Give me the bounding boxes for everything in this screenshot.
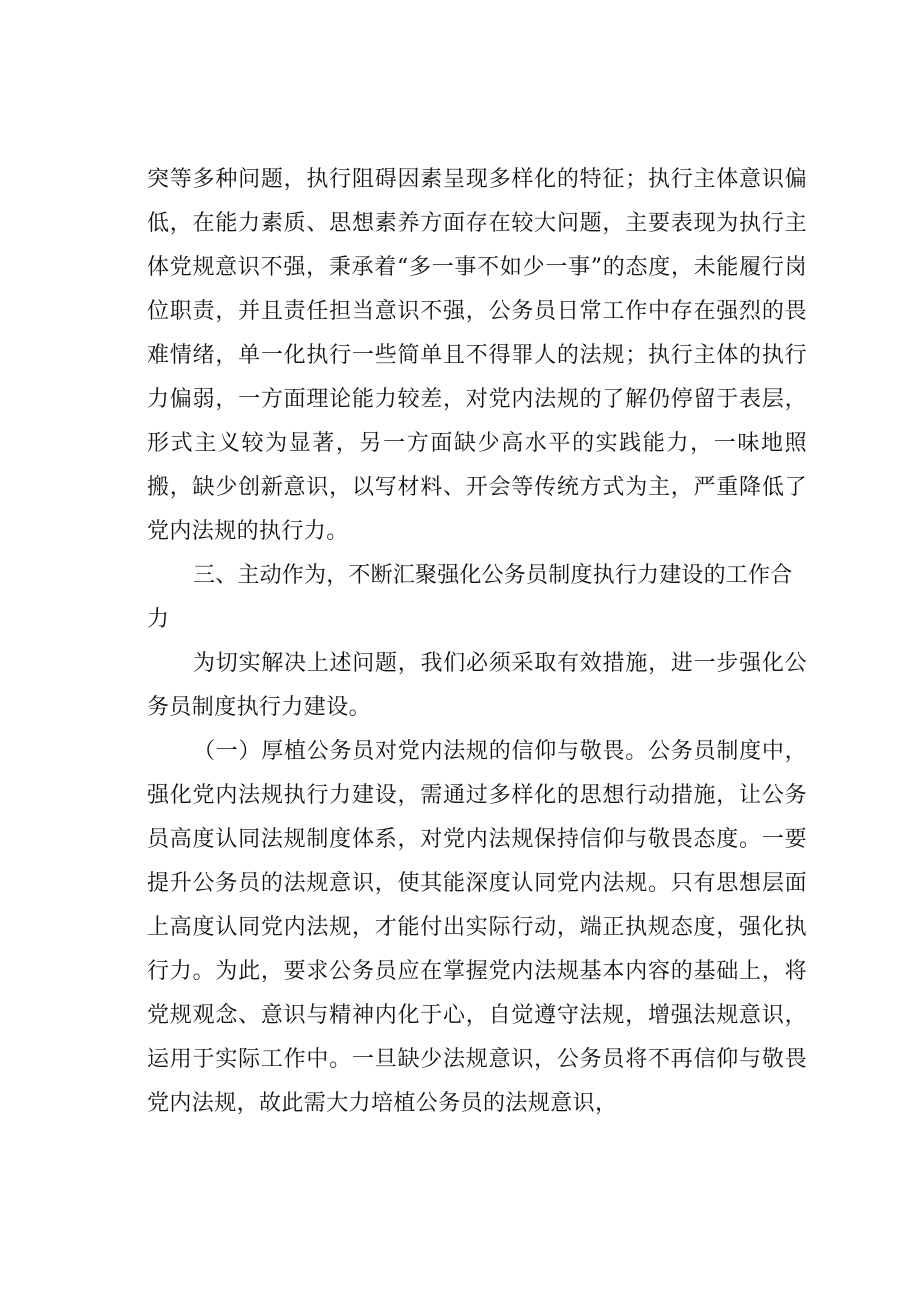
document-body xyxy=(147,158,807,1126)
item-one-body: 公务员制度中，强化党内法规执行力建设，需通过多样化的思想行动措施，让公务员高度认同法规制度体系，对党内法规保持信仰与敬畏态度。一要提升公务员的法规意识，使其能深度认同党内法规。只有思想层面上高度认同党内法规，才能付出实际行动，端正执规态度，强化执行力。为此，要求公务员应在掌握党内法规基本内容的基础上，将党规观念、意识与精神内化于心，自觉遵守法规，增强法规意识，运用于实际工作中。一旦缺少法规意识，公务员将不再信仰与敬畏党内法规，故此需大力培植公务员的法规意识， xyxy=(147,739,807,1116)
item-one-title: （一）厚植公务员对党内法规的信仰与敬畏。 xyxy=(193,739,649,764)
section-heading: 三、主动作为，不断汇聚强化公务员制度执行力建设的工作合力 xyxy=(147,563,793,632)
item-one-paragraph xyxy=(147,730,807,1126)
intro-paragraph: 为切实解决上述问题，我们必须采取有效措施，进一步强化公务员制度执行力建设。 xyxy=(147,651,807,720)
continuation-paragraph: 突等多种问题，执行阻碍因素呈现多样化的特征；执行主体意识偏低，在能力素质、思想素养方面存在较大问题，主要表现为执行主体党规意识不强，秉承着“多一事不如少一事”的态度，未能履行岗位职责，并且责任担当意识不强，公务员日常工作中存在强烈的畏难情绪，单一化执行一些简单且不得罪人的法规；执行主体的执行力偏弱，一方面理论能力较差，对党内法规的了解仍停留于表层，形式主义较为显著，另一方面缺少高水平的实践能力，一味地照搬，缺少创新意识，以写材料、开会等传统方式为主，严重降低了党内法规的执行力。 xyxy=(147,167,807,544)
